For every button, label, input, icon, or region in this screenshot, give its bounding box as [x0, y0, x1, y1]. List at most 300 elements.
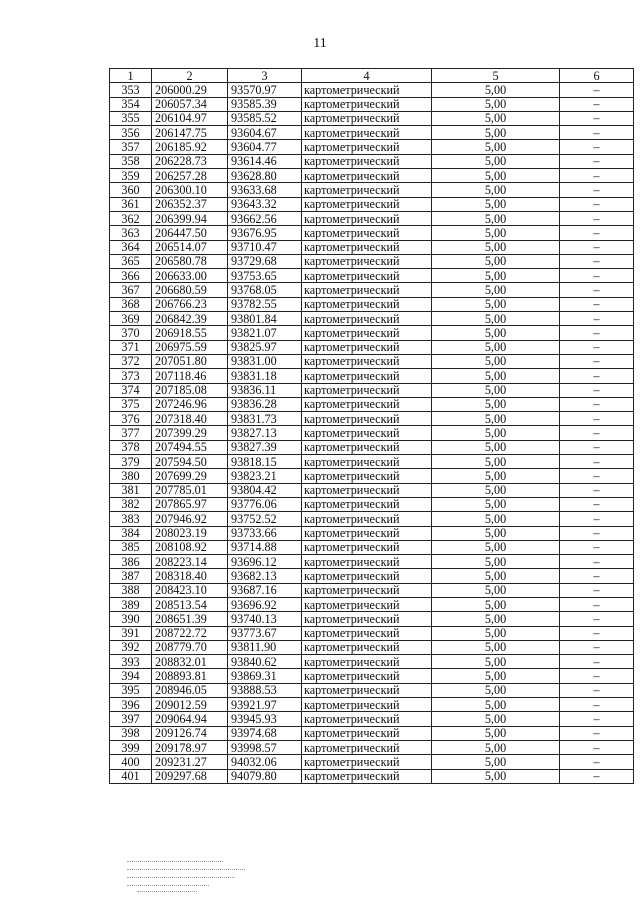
point-number-cell: 380: [110, 469, 152, 483]
x-coordinate-cell: 208023.19: [152, 526, 228, 540]
y-coordinate-cell: 93974.68: [228, 726, 302, 740]
table-row: [110, 426, 634, 440]
table-row: [110, 354, 634, 368]
description-cell: –: [560, 655, 634, 669]
table-row: [110, 512, 634, 526]
table-row: [110, 340, 634, 354]
description-cell: –: [560, 412, 634, 426]
precision-cell: 5,00: [432, 512, 560, 526]
x-coordinate-cell: 206975.59: [152, 340, 228, 354]
method-cell: картометрический: [302, 540, 432, 554]
description-cell: –: [560, 340, 634, 354]
y-coordinate-cell: 93604.67: [228, 126, 302, 140]
x-coordinate-cell: 208108.92: [152, 540, 228, 554]
x-coordinate-cell: 208513.54: [152, 597, 228, 611]
point-number-cell: 401: [110, 769, 152, 783]
y-coordinate-cell: 94079.80: [228, 769, 302, 783]
method-cell: картометрический: [302, 197, 432, 211]
y-coordinate-cell: 93831.18: [228, 369, 302, 383]
y-coordinate-cell: 93782.55: [228, 297, 302, 311]
precision-cell: 5,00: [432, 197, 560, 211]
precision-cell: 5,00: [432, 412, 560, 426]
table-row: [110, 583, 634, 597]
point-number-cell: 386: [110, 555, 152, 569]
table-row: [110, 412, 634, 426]
y-coordinate-cell: 93869.31: [228, 669, 302, 683]
y-coordinate-cell: 93710.47: [228, 240, 302, 254]
x-coordinate-cell: 208779.70: [152, 640, 228, 654]
method-cell: картометрический: [302, 683, 432, 697]
x-coordinate-cell: 206000.29: [152, 83, 228, 97]
method-cell: картометрический: [302, 111, 432, 125]
y-coordinate-cell: 93811.90: [228, 640, 302, 654]
precision-cell: 5,00: [432, 397, 560, 411]
y-coordinate-cell: 93733.66: [228, 526, 302, 540]
precision-cell: 5,00: [432, 669, 560, 683]
y-coordinate-cell: 93752.52: [228, 512, 302, 526]
precision-cell: 5,00: [432, 555, 560, 569]
table-row: [110, 769, 634, 783]
description-cell: –: [560, 683, 634, 697]
method-cell: картометрический: [302, 640, 432, 654]
point-number-cell: 358: [110, 154, 152, 168]
method-cell: картометрический: [302, 383, 432, 397]
method-cell: картометрический: [302, 412, 432, 426]
table-header-row: [110, 69, 634, 83]
method-cell: картометрический: [302, 455, 432, 469]
description-cell: –: [560, 740, 634, 754]
precision-cell: 5,00: [432, 597, 560, 611]
y-coordinate-cell: 93825.97: [228, 340, 302, 354]
y-coordinate-cell: 94032.06: [228, 755, 302, 769]
table-row: [110, 211, 634, 225]
table-row: [110, 369, 634, 383]
x-coordinate-cell: 206842.39: [152, 312, 228, 326]
precision-cell: 5,00: [432, 583, 560, 597]
x-coordinate-cell: 206580.78: [152, 254, 228, 268]
precision-cell: 5,00: [432, 469, 560, 483]
y-coordinate-cell: 93831.00: [228, 354, 302, 368]
precision-cell: 5,00: [432, 283, 560, 297]
description-cell: –: [560, 326, 634, 340]
stamp: [127, 858, 245, 892]
precision-cell: 5,00: [432, 440, 560, 454]
method-cell: картометрический: [302, 612, 432, 626]
precision-cell: 5,00: [432, 683, 560, 697]
y-coordinate-cell: 93773.67: [228, 626, 302, 640]
method-cell: картометрический: [302, 369, 432, 383]
description-cell: –: [560, 111, 634, 125]
x-coordinate-cell: 207185.08: [152, 383, 228, 397]
point-number-cell: 367: [110, 283, 152, 297]
description-cell: –: [560, 183, 634, 197]
table-row: [110, 455, 634, 469]
column-header-3: 3: [228, 69, 302, 83]
precision-cell: 5,00: [432, 169, 560, 183]
method-cell: картометрический: [302, 726, 432, 740]
table-row: [110, 469, 634, 483]
table-row: [110, 183, 634, 197]
point-number-cell: 399: [110, 740, 152, 754]
method-cell: картометрический: [302, 497, 432, 511]
x-coordinate-cell: 207399.29: [152, 426, 228, 440]
method-cell: картометрический: [302, 626, 432, 640]
point-number-cell: 389: [110, 597, 152, 611]
table-row: [110, 97, 634, 111]
point-number-cell: 373: [110, 369, 152, 383]
method-cell: картометрический: [302, 583, 432, 597]
y-coordinate-cell: 93998.57: [228, 740, 302, 754]
column-header-1: 1: [110, 69, 152, 83]
description-cell: –: [560, 769, 634, 783]
precision-cell: 5,00: [432, 226, 560, 240]
description-cell: –: [560, 583, 634, 597]
x-coordinate-cell: 206228.73: [152, 154, 228, 168]
precision-cell: 5,00: [432, 640, 560, 654]
description-cell: –: [560, 440, 634, 454]
x-coordinate-cell: 208946.05: [152, 683, 228, 697]
x-coordinate-cell: 207785.01: [152, 483, 228, 497]
point-number-cell: 382: [110, 497, 152, 511]
x-coordinate-cell: 208832.01: [152, 655, 228, 669]
method-cell: картометрический: [302, 211, 432, 225]
coordinates-table: [109, 68, 634, 784]
column-header-2: 2: [152, 69, 228, 83]
coordinates-table-wrapper: [109, 68, 634, 784]
precision-cell: 5,00: [432, 655, 560, 669]
table-row: [110, 655, 634, 669]
description-cell: –: [560, 469, 634, 483]
table-row: [110, 740, 634, 754]
table-row: [110, 626, 634, 640]
y-coordinate-cell: 93818.15: [228, 455, 302, 469]
table-row: [110, 326, 634, 340]
method-cell: картометрический: [302, 426, 432, 440]
table-row: [110, 169, 634, 183]
precision-cell: 5,00: [432, 569, 560, 583]
x-coordinate-cell: 206447.50: [152, 226, 228, 240]
precision-cell: 5,00: [432, 211, 560, 225]
description-cell: –: [560, 497, 634, 511]
table-row: [110, 254, 634, 268]
x-coordinate-cell: 209064.94: [152, 712, 228, 726]
y-coordinate-cell: 93827.39: [228, 440, 302, 454]
description-cell: –: [560, 397, 634, 411]
description-cell: –: [560, 426, 634, 440]
method-cell: картометрический: [302, 555, 432, 569]
point-number-cell: 354: [110, 97, 152, 111]
point-number-cell: 388: [110, 583, 152, 597]
precision-cell: 5,00: [432, 369, 560, 383]
table-row: [110, 83, 634, 97]
method-cell: картометрический: [302, 240, 432, 254]
y-coordinate-cell: 93836.28: [228, 397, 302, 411]
table-row: [110, 312, 634, 326]
point-number-cell: 392: [110, 640, 152, 654]
y-coordinate-cell: 93823.21: [228, 469, 302, 483]
description-cell: –: [560, 712, 634, 726]
y-coordinate-cell: 93831.73: [228, 412, 302, 426]
y-coordinate-cell: 93729.68: [228, 254, 302, 268]
method-cell: картометрический: [302, 326, 432, 340]
table-row: [110, 669, 634, 683]
precision-cell: 5,00: [432, 383, 560, 397]
precision-cell: 5,00: [432, 154, 560, 168]
method-cell: картометрический: [302, 483, 432, 497]
description-cell: –: [560, 669, 634, 683]
method-cell: картометрический: [302, 440, 432, 454]
table-row: [110, 683, 634, 697]
y-coordinate-cell: 93714.88: [228, 540, 302, 554]
precision-cell: 5,00: [432, 755, 560, 769]
y-coordinate-cell: 93740.13: [228, 612, 302, 626]
table-row: [110, 640, 634, 654]
y-coordinate-cell: 93804.42: [228, 483, 302, 497]
precision-cell: 5,00: [432, 183, 560, 197]
point-number-cell: 383: [110, 512, 152, 526]
column-header-5: 5: [432, 69, 560, 83]
x-coordinate-cell: 207946.92: [152, 512, 228, 526]
table-row: [110, 526, 634, 540]
precision-cell: 5,00: [432, 612, 560, 626]
y-coordinate-cell: 93888.53: [228, 683, 302, 697]
table-body: [110, 83, 634, 784]
precision-cell: 5,00: [432, 497, 560, 511]
point-number-cell: 393: [110, 655, 152, 669]
point-number-cell: 370: [110, 326, 152, 340]
table-row: [110, 540, 634, 554]
description-cell: –: [560, 154, 634, 168]
x-coordinate-cell: 206352.37: [152, 197, 228, 211]
description-cell: –: [560, 369, 634, 383]
method-cell: картометрический: [302, 340, 432, 354]
precision-cell: 5,00: [432, 712, 560, 726]
precision-cell: 5,00: [432, 740, 560, 754]
y-coordinate-cell: 93801.84: [228, 312, 302, 326]
description-cell: –: [560, 726, 634, 740]
y-coordinate-cell: 93633.68: [228, 183, 302, 197]
method-cell: картометрический: [302, 769, 432, 783]
point-number-cell: 356: [110, 126, 152, 140]
y-coordinate-cell: 93570.97: [228, 83, 302, 97]
y-coordinate-cell: 93945.93: [228, 712, 302, 726]
precision-cell: 5,00: [432, 126, 560, 140]
point-number-cell: 378: [110, 440, 152, 454]
precision-cell: 5,00: [432, 240, 560, 254]
x-coordinate-cell: 206257.28: [152, 169, 228, 183]
method-cell: картометрический: [302, 169, 432, 183]
x-coordinate-cell: 209012.59: [152, 698, 228, 712]
y-coordinate-cell: 93696.92: [228, 597, 302, 611]
point-number-cell: 369: [110, 312, 152, 326]
table-row: [110, 712, 634, 726]
x-coordinate-cell: 206147.75: [152, 126, 228, 140]
x-coordinate-cell: 207318.40: [152, 412, 228, 426]
description-cell: –: [560, 483, 634, 497]
x-coordinate-cell: 207118.46: [152, 369, 228, 383]
table-row: [110, 297, 634, 311]
table-row: [110, 140, 634, 154]
description-cell: –: [560, 540, 634, 554]
description-cell: –: [560, 512, 634, 526]
table-row: [110, 569, 634, 583]
description-cell: –: [560, 626, 634, 640]
method-cell: картометрический: [302, 597, 432, 611]
x-coordinate-cell: 206633.00: [152, 269, 228, 283]
table-row: [110, 698, 634, 712]
point-number-cell: 363: [110, 226, 152, 240]
table-row: [110, 126, 634, 140]
description-cell: –: [560, 197, 634, 211]
description-cell: –: [560, 555, 634, 569]
description-cell: –: [560, 297, 634, 311]
point-number-cell: 371: [110, 340, 152, 354]
method-cell: картометрический: [302, 740, 432, 754]
precision-cell: 5,00: [432, 326, 560, 340]
x-coordinate-cell: 208722.72: [152, 626, 228, 640]
precision-cell: 5,00: [432, 483, 560, 497]
page-number: 11: [313, 36, 327, 51]
table-row: [110, 154, 634, 168]
table-row: [110, 612, 634, 626]
table-row: [110, 555, 634, 569]
x-coordinate-cell: 208423.10: [152, 583, 228, 597]
table-row: [110, 283, 634, 297]
y-coordinate-cell: 93827.13: [228, 426, 302, 440]
point-number-cell: 355: [110, 111, 152, 125]
method-cell: картометрический: [302, 226, 432, 240]
x-coordinate-cell: 206300.10: [152, 183, 228, 197]
point-number-cell: 394: [110, 669, 152, 683]
x-coordinate-cell: 207494.55: [152, 440, 228, 454]
x-coordinate-cell: 207865.97: [152, 497, 228, 511]
table-row: [110, 111, 634, 125]
x-coordinate-cell: 206680.59: [152, 283, 228, 297]
point-number-cell: 359: [110, 169, 152, 183]
description-cell: –: [560, 269, 634, 283]
description-cell: –: [560, 226, 634, 240]
precision-cell: 5,00: [432, 140, 560, 154]
precision-cell: 5,00: [432, 455, 560, 469]
method-cell: картометрический: [302, 183, 432, 197]
point-number-cell: 374: [110, 383, 152, 397]
description-cell: –: [560, 569, 634, 583]
description-cell: –: [560, 455, 634, 469]
y-coordinate-cell: 93768.05: [228, 283, 302, 297]
point-number-cell: 395: [110, 683, 152, 697]
table-row: [110, 755, 634, 769]
description-cell: –: [560, 211, 634, 225]
description-cell: –: [560, 640, 634, 654]
point-number-cell: 366: [110, 269, 152, 283]
point-number-cell: 362: [110, 211, 152, 225]
x-coordinate-cell: 209178.97: [152, 740, 228, 754]
point-number-cell: 360: [110, 183, 152, 197]
y-coordinate-cell: 93682.13: [228, 569, 302, 583]
point-number-cell: 396: [110, 698, 152, 712]
method-cell: картометрический: [302, 569, 432, 583]
point-number-cell: 400: [110, 755, 152, 769]
method-cell: картометрический: [302, 669, 432, 683]
method-cell: картометрический: [302, 755, 432, 769]
x-coordinate-cell: 208223.14: [152, 555, 228, 569]
precision-cell: 5,00: [432, 769, 560, 783]
method-cell: картометрический: [302, 97, 432, 111]
x-coordinate-cell: 208893.81: [152, 669, 228, 683]
table-row: [110, 597, 634, 611]
description-cell: –: [560, 755, 634, 769]
x-coordinate-cell: 206514.07: [152, 240, 228, 254]
y-coordinate-cell: 93821.07: [228, 326, 302, 340]
y-coordinate-cell: 93921.97: [228, 698, 302, 712]
precision-cell: 5,00: [432, 111, 560, 125]
y-coordinate-cell: 93604.77: [228, 140, 302, 154]
method-cell: картометрический: [302, 526, 432, 540]
y-coordinate-cell: 93840.62: [228, 655, 302, 669]
x-coordinate-cell: 207246.96: [152, 397, 228, 411]
y-coordinate-cell: 93776.06: [228, 497, 302, 511]
x-coordinate-cell: 206918.55: [152, 326, 228, 340]
method-cell: картометрический: [302, 469, 432, 483]
table-row: [110, 269, 634, 283]
precision-cell: 5,00: [432, 354, 560, 368]
precision-cell: 5,00: [432, 540, 560, 554]
description-cell: –: [560, 283, 634, 297]
method-cell: картометрический: [302, 154, 432, 168]
precision-cell: 5,00: [432, 698, 560, 712]
precision-cell: 5,00: [432, 312, 560, 326]
precision-cell: 5,00: [432, 297, 560, 311]
point-number-cell: 368: [110, 297, 152, 311]
point-number-cell: 361: [110, 197, 152, 211]
table-row: [110, 440, 634, 454]
x-coordinate-cell: 208651.39: [152, 612, 228, 626]
point-number-cell: 384: [110, 526, 152, 540]
column-header-4: 4: [302, 69, 432, 83]
description-cell: –: [560, 83, 634, 97]
precision-cell: 5,00: [432, 626, 560, 640]
precision-cell: 5,00: [432, 426, 560, 440]
precision-cell: 5,00: [432, 726, 560, 740]
x-coordinate-cell: 206104.97: [152, 111, 228, 125]
precision-cell: 5,00: [432, 269, 560, 283]
y-coordinate-cell: 93643.32: [228, 197, 302, 211]
point-number-cell: 385: [110, 540, 152, 554]
x-coordinate-cell: 206399.94: [152, 211, 228, 225]
y-coordinate-cell: 93696.12: [228, 555, 302, 569]
precision-cell: 5,00: [432, 97, 560, 111]
method-cell: картометрический: [302, 126, 432, 140]
point-number-cell: 377: [110, 426, 152, 440]
precision-cell: 5,00: [432, 340, 560, 354]
x-coordinate-cell: 209126.74: [152, 726, 228, 740]
point-number-cell: 390: [110, 612, 152, 626]
y-coordinate-cell: 93687.16: [228, 583, 302, 597]
table-row: [110, 383, 634, 397]
description-cell: –: [560, 354, 634, 368]
method-cell: картометрический: [302, 297, 432, 311]
table-row: [110, 240, 634, 254]
method-cell: картометрический: [302, 283, 432, 297]
x-coordinate-cell: 209231.27: [152, 755, 228, 769]
precision-cell: 5,00: [432, 83, 560, 97]
y-coordinate-cell: 93585.52: [228, 111, 302, 125]
method-cell: картометрический: [302, 655, 432, 669]
description-cell: –: [560, 698, 634, 712]
point-number-cell: 381: [110, 483, 152, 497]
description-cell: –: [560, 169, 634, 183]
method-cell: картометрический: [302, 140, 432, 154]
